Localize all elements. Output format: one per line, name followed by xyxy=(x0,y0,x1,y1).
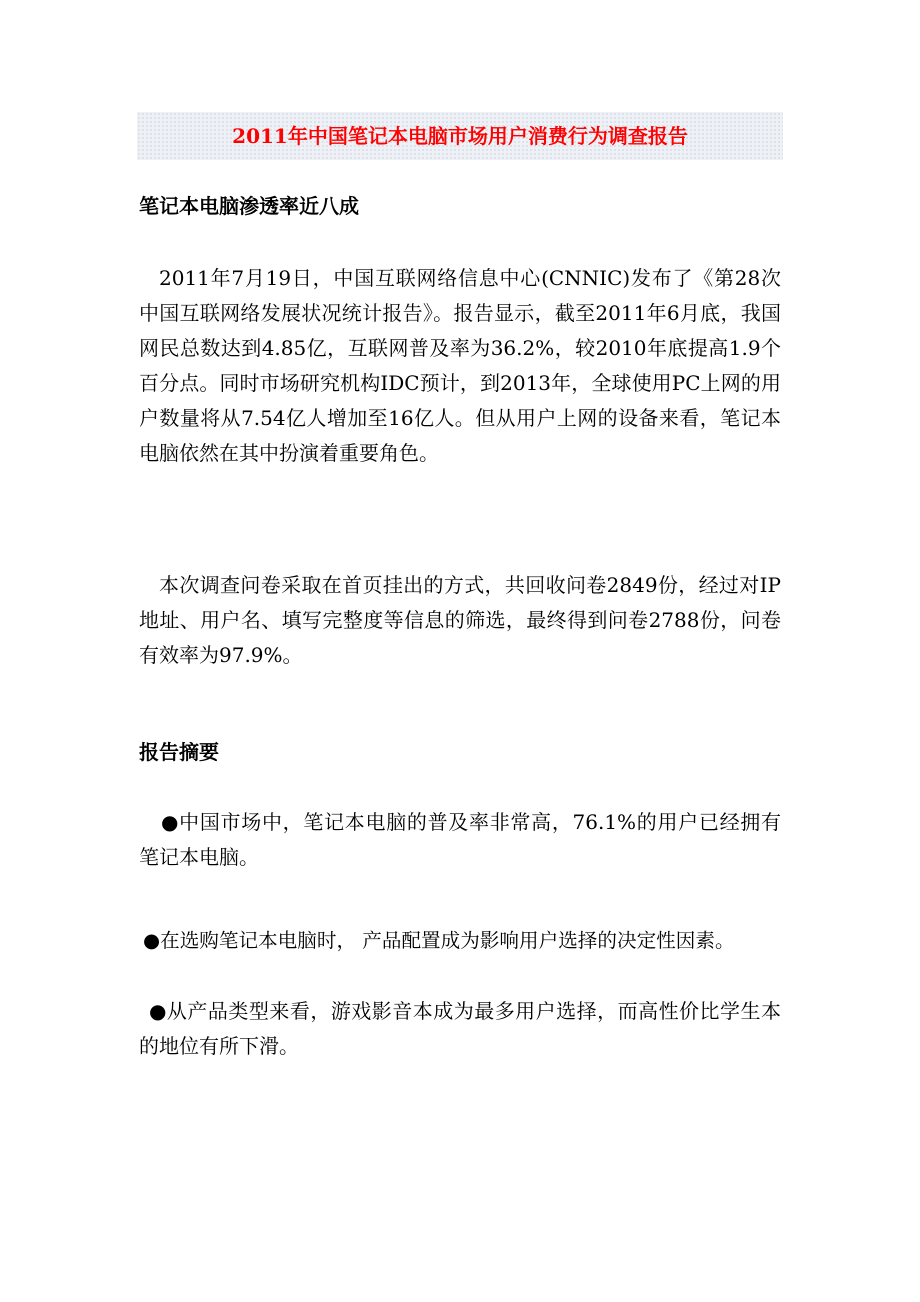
section-heading-penetration: 笔记本电脑渗透率近八成 xyxy=(139,194,359,218)
title-banner xyxy=(137,112,783,160)
paragraph-survey-method: 本次调查问卷采取在首页挂出的方式，共回收问卷2849份，经过对IP地址、用户名、填写完整度等信息的筛选，最终得到问卷2788份，问卷有效率为97.9%。 xyxy=(139,573,781,667)
summary-bullet-configuration: ●在选购笔记本电脑时， 产品配置成为影响用户选择的决定性因素。 xyxy=(143,929,735,952)
paragraph-cnnic-report: 2011年7月19日，中国互联网络信息中心(CNNIC)发布了《第28次中国互联网络发展状况统计报告》。报告显示，截至2011年6月底，我国网民总数达到4.85亿，互联网普及率为36.2%，较2010年底提高1.9个百分点。同时市场研究机构IDC预计，到2013年，全球使用PC上网的用户数量将从7.54亿人增加至16亿人。但从用户上网的设备来看，笔记本电脑依然在其中扮演着重要角色。 xyxy=(139,266,781,465)
document-title: 2011年中国笔记本电脑市场用户消费行为调查报告 xyxy=(232,124,688,148)
section-heading-summary: 报告摘要 xyxy=(139,740,219,764)
summary-bullet-penetration: ●中国市场中，笔记本电脑的普及率非常高，76.1%的用户已经拥有笔记本电脑。 xyxy=(139,810,781,869)
summary-bullet-product-type: ●从产品类型来看，游戏影音本成为最多用户选择，而高性价比学生本的地位有所下滑。 xyxy=(139,999,781,1058)
